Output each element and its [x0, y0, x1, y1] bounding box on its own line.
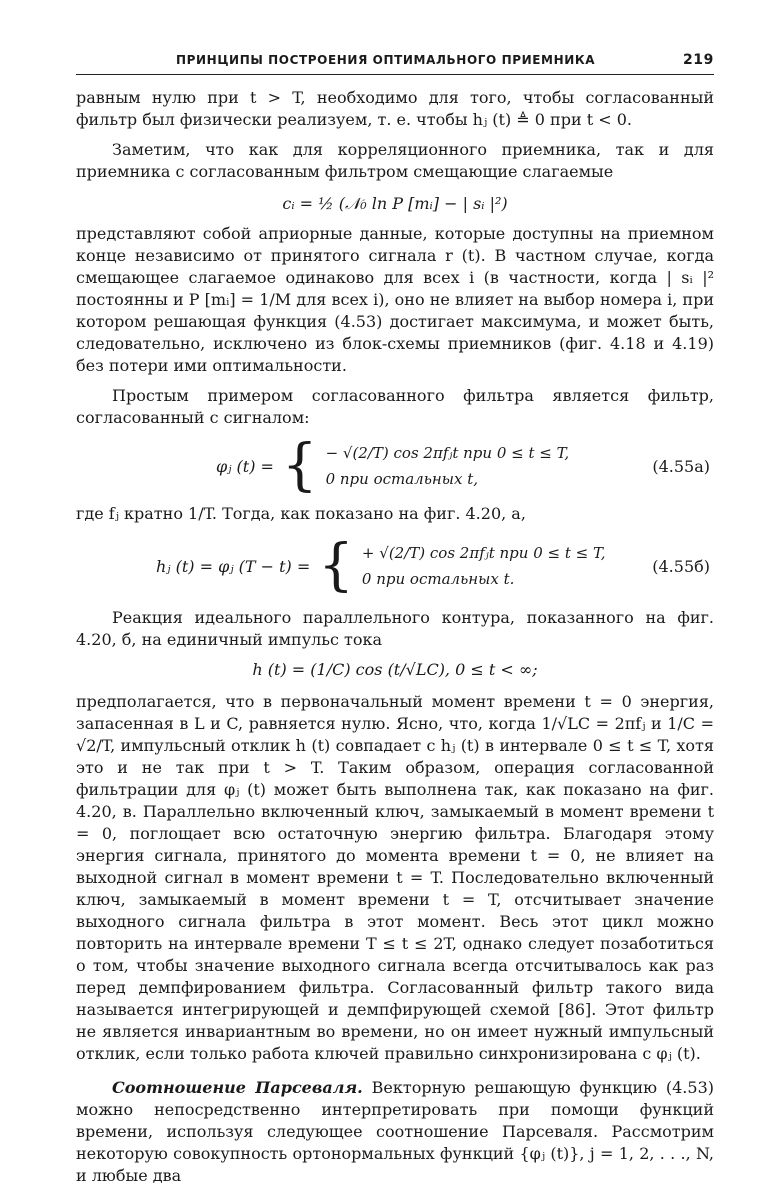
eq-455a-number: (4.55а): [652, 456, 710, 476]
eq-455b-case2: 0 при остальных t.: [361, 570, 515, 588]
paragraph-4: Простым примером согласованного фильтра является фильтр, согласованный с сигналом:: [76, 386, 714, 427]
eq-455b-case1: + √(2/T) cos 2πfⱼt при 0 ≤ t ≤ T,: [361, 544, 606, 562]
equation-4-55a: [76, 435, 714, 497]
eq-455a-lhs: φⱼ (t) =: [216, 456, 274, 476]
equation-ci: cᵢ = ½ (𝒩₀ ln P [mᵢ] − | sᵢ |²): [282, 194, 508, 213]
paragraph-7: предполагается, что в первоначальный момент времени t = 0 энергия, запасенная в L и C, равняется нулю. Ясно, что, когда 1/√LC = 2πfⱼ и 1/C = √2/T, импульсный отклик h (t) совпадает с hⱼ (t) в интервале 0 ≤ t ≤ T, хотя это и не так при t > T. Таким образом, операция согласованной фильтрации для φⱼ (t) может быть выполнена так, как показано на фиг. 4.20, в. Параллельно включенный ключ, замыкаемый в момент времени t = 0, поглощает всю остаточную энергию фильтра. Благодаря этому энергия сигнала, принятого до момента времени t = 0, не влияет на выходной сигнал в момент времени t = T. Последовательно включенный ключ, замыкаемый в момент времени t = T, отсчитывает значение выходного сигнала фильтра в этот момент. Весь этот цикл можно повторить на интервале времени T ≤ t ≤ 2T, однако следует позаботиться о том, чтобы значение выходного сигнала всегда отсчитывалось как раз перед демпфированием фильтра. Согласованный фильтр такого вида называется интегрирующей и демпфирующей схемой [86]. Этот фильтр не является инвариантным во времени, но он имеет нужный импульсный отклик, если только работа ключей правильно синхронизирована с φⱼ (t).: [76, 692, 714, 1063]
eq-455b-lhs: hⱼ (t) = φⱼ (T − t) =: [156, 556, 311, 576]
paragraph-3: представляют собой априорные данные, которые доступны на приемном конце независимо от принятого сигнала r (t). В частном случае, когда смещающее слагаемое одинаково для всех i (в частности, когда | sᵢ |² постоянны и P [mᵢ] = 1/M для всех i), оно не влияет на выбор номера i, при котором решающая функция (4.53) достигает максимума, и может быть, следовательно, исключено из блок-схемы приемников (фиг. 4.18 и 4.19) без потери ими оптимальности.: [76, 224, 714, 375]
page-number: 219: [682, 52, 714, 68]
running-header: [76, 52, 714, 75]
left-brace-icon: {: [318, 533, 354, 598]
book-page: [76, 52, 714, 1187]
equation-h: h (t) = (1/C) cos (t/√LC), 0 ≤ t < ∞;: [252, 660, 538, 679]
paragraph-6: Реакция идеального параллельного контура, показанного на фиг. 4.20, б, на единичный импульс тока: [76, 608, 714, 649]
paragraph-8-text: Векторную решающую функцию (4.53) можно непосредственно интерпретировать при помощи функций времени, используя следующее соотношение Парсеваля. Рассмотрим некоторую совокупность ортонормальных функций {φⱼ (t)}, j = 1, 2, . . ., N, и любые два: [76, 1078, 714, 1185]
left-brace-icon: {: [281, 433, 318, 498]
paragraph-8: [76, 1077, 714, 1187]
eq-455b-number: (4.55б): [652, 556, 710, 576]
eq-455a-case2: 0 при остальных t,: [325, 470, 479, 488]
parseval-heading: Соотношение Парсеваля.: [112, 1078, 363, 1097]
eq-455a-case1: − √(2/T) cos 2πfⱼt при 0 ≤ t ≤ T,: [325, 444, 570, 462]
paragraph-1: равным нулю при t > T, необходимо для того, чтобы согласованный фильтр был физически реализуем, т. е. чтобы hⱼ (t) ≜ 0 при t < 0.: [76, 88, 714, 129]
paragraph-2: Заметим, что как для корреляционного приемника, так и для приемника с согласованным фильтром смещающие слагаемые: [76, 140, 714, 181]
equation-4-55b: [76, 535, 714, 597]
running-title: ПРИНЦИПЫ ПОСТРОЕНИЯ ОПТИМАЛЬНОГО ПРИЕМНИКА: [176, 53, 596, 67]
paragraph-5: где fⱼ кратно 1/T. Тогда, как показано на фиг. 4.20, a,: [76, 504, 526, 523]
